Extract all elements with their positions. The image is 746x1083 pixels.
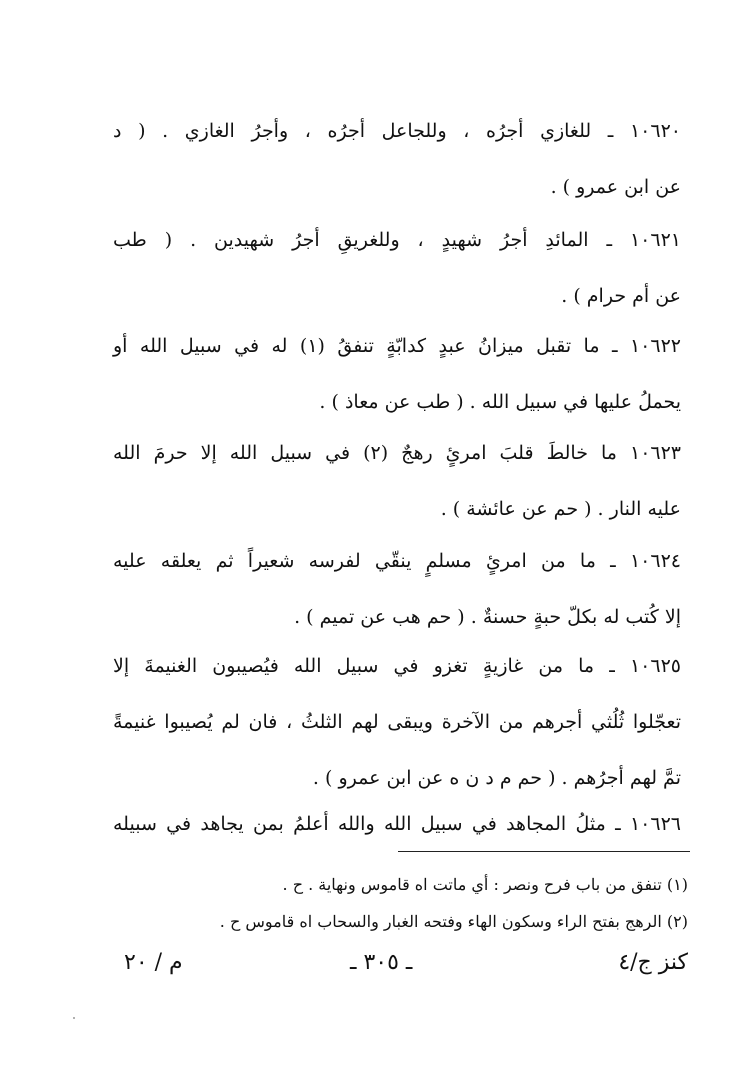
hadith-line: ١٠٦٢٠ ـ للغازي أجرُه ، وللجاعل أجرُه ، وأجرُ الغازي . ( د <box>113 120 681 142</box>
hadith-10625 <box>113 638 681 806</box>
hadith-10626 <box>113 796 681 852</box>
scan-speck <box>73 1017 75 1019</box>
hadith-line: ١٠٦٢٥ ـ ما من غازيةٍ تغزو في سبيل الله فيُصيبون الغنيمةَ إلا <box>113 655 681 677</box>
hadith-10622 <box>113 318 681 430</box>
hadith-line: يحملُ عليها في سبيل الله . ( طب عن معاذ ) . <box>319 391 681 413</box>
hadith-line: تمَّ لهم أجرُهم . ( حم م د ن ه عن ابن عمرو ) . <box>312 767 681 789</box>
hadith-line: ١٠٦٢١ ـ المائدِ أجرُ شهيدٍ ، وللغريقِ أجرُ شهيدين . ( طب <box>113 229 681 251</box>
hadith-line: ١٠٦٢٦ ـ مثلُ المجاهد في سبيل الله والله أعلمُ بمن يجاهد في سبيله <box>113 813 681 835</box>
footnotes <box>108 866 688 940</box>
hadith-line: عن أم حرام ) . <box>561 285 681 307</box>
book-reference: كنز ج/٤ <box>618 950 688 975</box>
hadith-10621 <box>113 212 681 324</box>
hadith-line: ١٠٦٢٢ ـ ما تقبل ميزانُ عبدٍ كدابّةٍ تنفقُ (١) له في سبيل الله أو <box>113 335 681 357</box>
hadith-line: عليه النار . ( حم عن عائشة ) . <box>440 498 681 520</box>
hadith-10623 <box>113 425 681 537</box>
footnote-divider <box>398 851 690 852</box>
hadith-10620 <box>113 103 681 215</box>
page-footer <box>0 950 746 990</box>
hadith-10624 <box>113 533 681 645</box>
hadith-line: ١٠٦٢٣ ما خالطَ قلبَ امرئٍ رهجٌ (٢) في سبيل الله إلا حرمَ الله <box>113 442 682 464</box>
footnote-1: (١) تنفق من باب فرح ونصر : أي ماتت اه قاموس ونهاية . ح . <box>282 875 688 894</box>
hadith-line: تعجّلوا ثُلُثي أجرهم من الآخرة ويبقى لهم الثلثُ ، فان لم يُصيبوا غنيمةً <box>113 711 681 733</box>
signature-mark: م / ٢٠ <box>124 950 183 975</box>
hadith-line: ١٠٦٢٤ ـ ما من امرئٍ مسلمٍ ينقّي لفرسه شعيراً ثم يعلقه عليه <box>113 550 681 572</box>
hadith-line: عن ابن عمرو ) . <box>550 176 681 198</box>
page-number: ـ ٣٠٥ ـ <box>350 950 413 975</box>
hadith-line: إلا كُتب له بكلّ حبةٍ حسنةٌ . ( حم هب عن تميم ) . <box>294 606 681 628</box>
footnote-2: (٢) الرهج بفتح الراء وسكون الهاء وفتحه الغبار والسحاب اه قاموس ح . <box>219 912 688 931</box>
